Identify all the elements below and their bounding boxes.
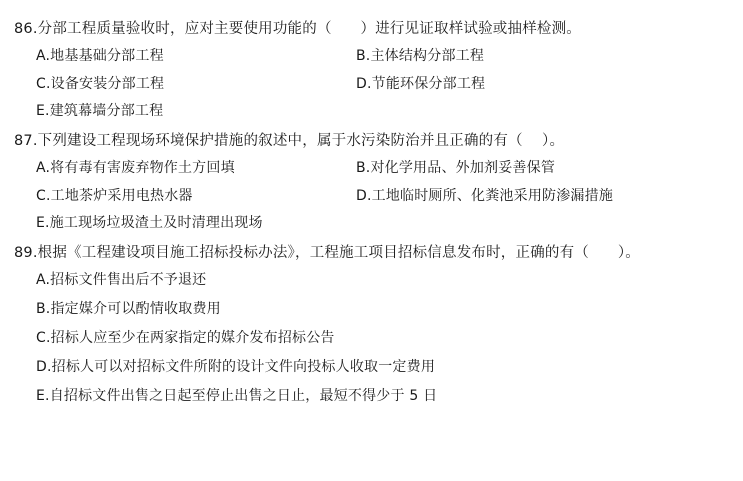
option-b: B.指定媒介可以酌情收取费用 — [36, 301, 221, 318]
option-row — [36, 355, 729, 381]
option-row — [36, 297, 729, 323]
option-a: A.招标文件售出后不予退还 — [36, 272, 207, 289]
option-d: D.节能环保分部工程 — [356, 75, 486, 92]
question-86-options — [14, 44, 729, 124]
option-e: E.施工现场垃圾渣土及时清理出现场 — [36, 215, 263, 232]
option-a: A.地基基础分部工程 — [36, 48, 164, 65]
option-row — [36, 326, 729, 352]
question-89 — [14, 242, 729, 410]
question-89-options — [14, 268, 729, 409]
option-row — [36, 384, 729, 410]
option-b: B.对化学用品、外加剂妥善保管 — [356, 160, 556, 177]
option-d: D.招标人可以对招标文件所附的设计文件向投标人收取一定费用 — [36, 359, 436, 376]
question-86-stem: 86.分部工程质量验收时，应对主要使用功能的（ ）进行见证取样试验或抽样检测。 — [14, 21, 582, 37]
option-row — [36, 268, 729, 294]
option-row — [36, 44, 729, 69]
option-e: E.自招标文件出售之日起至停止出售之日止，最短不得少于 5 日 — [36, 387, 438, 404]
option-row — [36, 211, 729, 236]
option-row — [36, 184, 729, 209]
option-a: A.将有毒有害废弃物作土方回填 — [36, 160, 235, 177]
question-87-stem: 87.下列建设工程现场环境保护措施的叙述中，属于水污染防治并且正确的有（ ）。 — [14, 132, 565, 149]
option-row — [36, 156, 729, 181]
option-row — [36, 72, 729, 97]
question-89-stem: 89.根据《工程建设项目施工招标投标办法》，工程施工项目招标信息发布时，正确的有（ ）。 — [14, 244, 641, 261]
question-86 — [14, 18, 729, 124]
option-e: E.建筑幕墙分部工程 — [36, 103, 164, 120]
option-c: C.招标人应至少在两家指定的媒介发布招标公告 — [36, 330, 335, 347]
question-87 — [14, 130, 729, 236]
option-c: C.工地茶炉采用电热水器 — [36, 187, 193, 204]
option-d: D.工地临时厕所、化粪池采用防渗漏措施 — [356, 187, 614, 204]
option-row — [36, 99, 729, 124]
question-87-options — [14, 156, 729, 236]
option-b: B.主体结构分部工程 — [356, 48, 485, 65]
option-c: C.设备安装分部工程 — [36, 75, 165, 92]
